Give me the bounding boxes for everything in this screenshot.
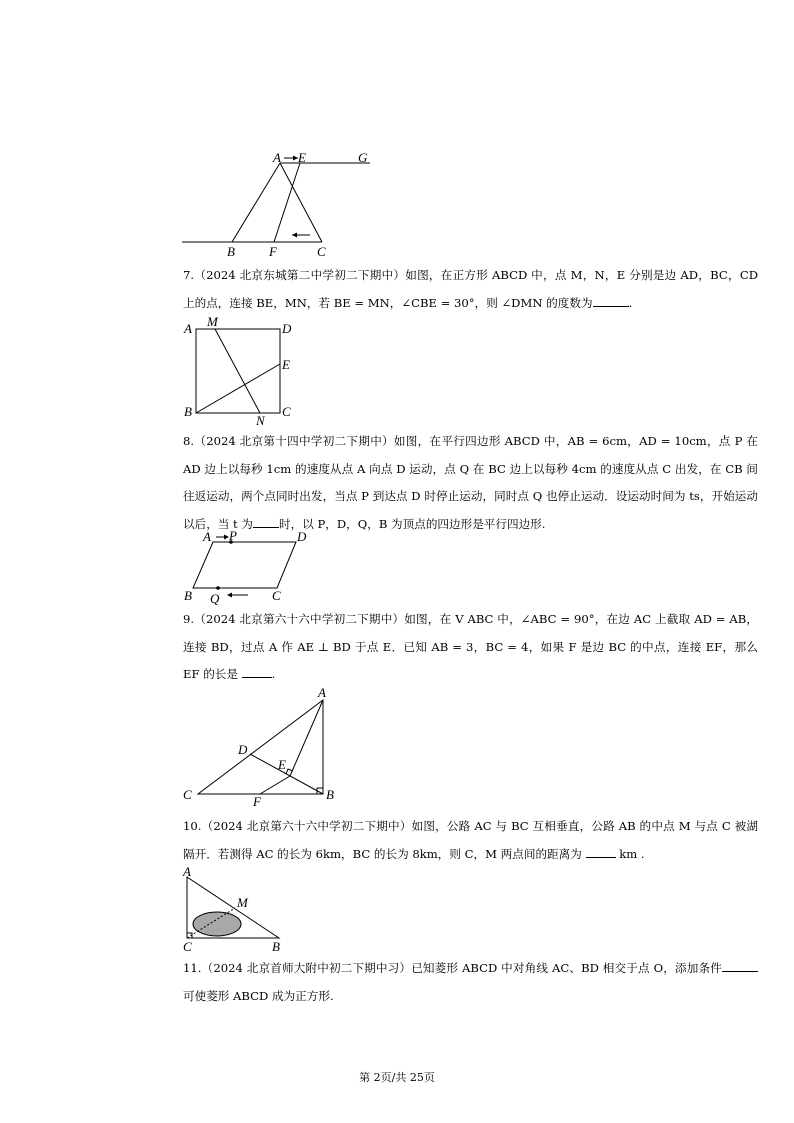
label-b: B <box>326 787 334 802</box>
label-c: C <box>272 588 281 603</box>
label-a: A <box>318 685 326 700</box>
question-number: 10 <box>183 819 198 833</box>
label-m: M <box>207 314 218 329</box>
label-b: B <box>184 404 192 419</box>
lake <box>193 912 241 936</box>
triangle-abc <box>198 700 323 794</box>
label-b: B <box>184 588 192 603</box>
segment-ef <box>274 163 300 242</box>
answer-blank <box>593 294 629 307</box>
question-source: （2024 北京第六十六中学初二下期中） <box>194 612 405 626</box>
question-source: （2024 北京首师大附中初二下期中习） <box>201 961 412 975</box>
question-source: （2024 北京第六十六中学初二下期中） <box>201 819 412 833</box>
question-8: 8.（2024 北京第十四中学初二下期中）如图，在平行四边形 ABCD 中，AB = 6cm，AD = 10cm，点 P 在 AD 边上以每秒 1cm 的速度从点 A 向点 D 运动，点 Q 在 BC 边上以每秒 4cm 的速度从点 C 出发，在 CB 间往返运动，两个点同时出发，当点 P 到达点 D 时停止运动，同时点 Q 也停止运动．设运动时间为 ts，开始运动以后，当 t 为 时，以 P，D，Q，B 为顶点的四边形是平行四边形. <box>183 434 758 531</box>
label-a: A <box>184 321 192 336</box>
answer-blank <box>722 959 758 972</box>
segment-mn <box>215 329 260 413</box>
question-7: 7.（2024 北京东城第二中学初二下期中）如图，在正方形 ABCD 中，点 M，N，E 分别是边 AD，BC，CD 上的点，连接 BE，MN，若 BE = MN，∠CBE = 30°，则 ∠DMN 的度数为 . <box>183 268 758 310</box>
figure-q9 <box>180 684 340 813</box>
label-c: C <box>282 404 291 419</box>
label-f: F <box>253 794 261 809</box>
question-text: 如图，在平行四边形 ABCD 中，AB = 6cm，AD = 10cm，点 P 在 AD 边上以每秒 1cm 的速度从点 A 向点 D 运动，点 Q 在 BC 边上以每秒 4cm 的速度从点 C 出发，在 CB 间往返运动，两个点同时出发，当点 P 到达点 D 时停止运动，同时点 Q 也停止运动．设运动时间为 ts，开始运动以后，当 t 为 <box>183 434 758 531</box>
question-11: 11.（2024 北京首师大附中初二下期中习）已知菱形 ABCD 中对角线 AC、BD 相交于点 O，添加条件可使菱形 ABCD 成为正方形. <box>183 955 758 1010</box>
label-e: E <box>298 150 306 165</box>
question-text: 如图，在正方形 ABCD 中，点 M，N，E 分别是边 AD，BC，CD 上的点，连接 BE，MN，若 BE = MN，∠CBE = 30°，则 ∠DMN 的度数为 <box>183 268 758 310</box>
label-e: E <box>278 757 286 772</box>
question-number: 8 <box>183 434 191 448</box>
label-b: B <box>272 939 280 954</box>
segment-ae <box>290 700 323 776</box>
parallelogram-abcd <box>193 542 296 588</box>
label-p: P <box>229 528 237 543</box>
label-n: N <box>256 413 265 428</box>
question-text: 如图，公路 AC 与 BC 互相垂直，公路 AB 的中点 M 与点 C 被湖隔开．若测得 AC 的长为 6km，BC 的长为 8km，则 C，M 两点间的距离为 <box>183 819 758 861</box>
question-9: 9.（2024 北京第六十六中学初二下期中）如图，在 V ABC 中，∠ABC = 90°，在边 AC 上截取 AD = AB，连接 BD，过点 A 作 AE ⊥ BD 于点 E．已知 AB = 3，BC = 4，如果 F 是边 BC 的中点，连接 EF，那么 EF 的长是 . <box>183 612 758 681</box>
answer-blank <box>242 665 272 678</box>
answer-blank <box>253 515 279 528</box>
label-f: F <box>269 244 277 259</box>
question-source: （2024 北京东城第二中学初二下期中） <box>194 268 406 282</box>
label-a: A <box>273 150 281 165</box>
arrowhead-left <box>292 233 297 238</box>
question-source: （2024 北京第十四中学初二下期中） <box>194 434 394 448</box>
point-q <box>216 586 220 590</box>
label-m: M <box>237 895 248 910</box>
label-b: B <box>227 244 235 259</box>
question-tail: 可使菱形 ABCD 成为正方形. <box>183 988 334 1003</box>
label-c: C <box>317 244 326 259</box>
question-10: 10.（2024 北京第六十六中学初二下期中）如图，公路 AC 与 BC 互相垂直，公路 AB 的中点 M 与点 C 被湖隔开．若测得 AC 的长为 6km，BC 的长为 8km，则 C，M 两点间的距离为 km . <box>183 819 758 861</box>
segment-ef <box>260 776 290 794</box>
question-text: 如图，在 V ABC 中，∠ABC = 90°，在边 AC 上截取 AD = AB，连接 BD，过点 A 作 AE ⊥ BD 于点 E．已知 AB = 3，BC = 4，如果 F 是边 BC 的中点，连接 EF，那么 EF 的长是 <box>183 612 758 681</box>
label-c: C <box>183 939 192 954</box>
figure-q8 <box>180 528 320 612</box>
label-d: D <box>297 529 307 544</box>
label-q: Q <box>210 591 220 606</box>
segment-ab <box>232 163 280 242</box>
label-d: D <box>282 321 292 336</box>
label-a: A <box>183 864 191 879</box>
question-tail: km . <box>619 846 645 861</box>
segment-ac <box>280 163 322 242</box>
figure-q6 <box>180 148 380 262</box>
question-number: 7 <box>183 268 191 282</box>
label-e: E <box>282 357 290 372</box>
page-footer: 第 2页/共 25页 <box>359 1071 435 1084</box>
answer-blank <box>586 845 616 858</box>
question-number: 9 <box>183 612 191 626</box>
label-d: D <box>238 742 248 757</box>
question-tail: 时，以 P，D，Q，B 为顶点的四边形是平行四边形. <box>279 516 546 531</box>
label-a: A <box>203 529 211 544</box>
figure-q10 <box>180 865 290 959</box>
arrowhead-q <box>227 593 232 598</box>
question-tail: . <box>271 667 276 681</box>
label-c: C <box>183 787 192 802</box>
label-g: G <box>358 150 368 165</box>
question-number: 11 <box>183 961 198 975</box>
question-text: 已知菱形 ABCD 中对角线 AC、BD 相交于点 O，添加条件 <box>411 961 723 975</box>
question-tail: . <box>628 295 633 310</box>
figure-q7 <box>180 315 310 429</box>
